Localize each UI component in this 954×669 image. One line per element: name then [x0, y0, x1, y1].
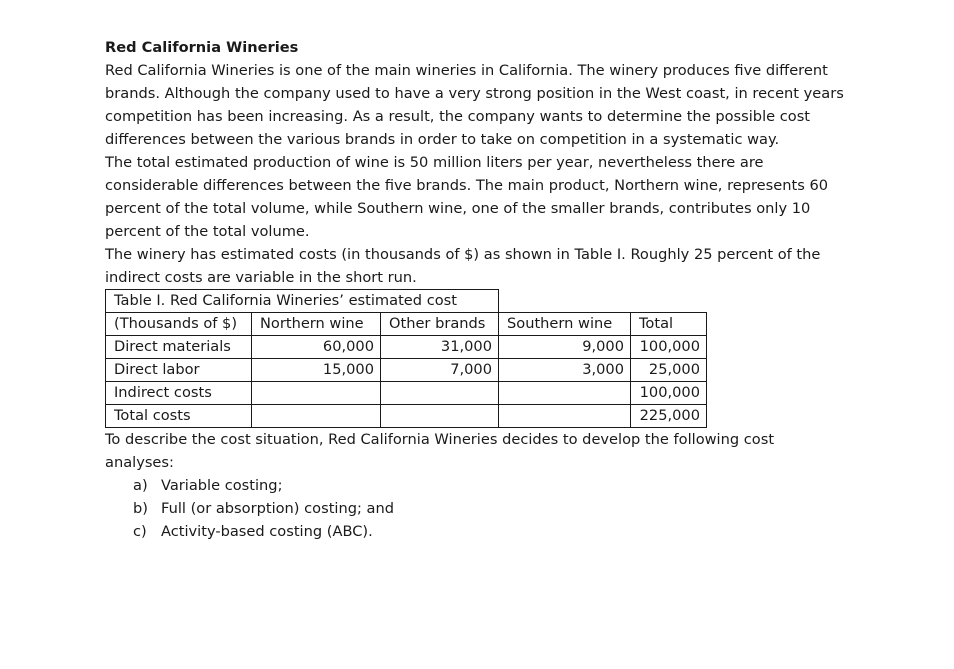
table-row [106, 336, 707, 359]
table-cell: 15,000 [252, 359, 381, 382]
document-title: Red California Wineries [105, 39, 299, 56]
analysis-list [105, 474, 845, 543]
table-cell [381, 382, 499, 405]
document [105, 36, 845, 543]
table-cell: 100,000 [631, 336, 707, 359]
table-cell: 7,000 [381, 359, 499, 382]
list-item [133, 520, 845, 543]
table-header-cell: Southern wine [499, 313, 631, 336]
list-marker: a) [133, 477, 148, 494]
table-row [106, 382, 707, 405]
table-header-cell: Northern wine [252, 313, 381, 336]
table-cell [381, 405, 499, 428]
row-label: Direct materials [106, 336, 252, 359]
table-cell [499, 382, 631, 405]
paragraph-analyses: To describe the cost situation, Red California Wineries decides to develop the following cost analyses: [105, 431, 775, 471]
row-label: Total costs [106, 405, 252, 428]
cost-table [105, 289, 707, 428]
table-cell: 9,000 [499, 336, 631, 359]
table-row [106, 359, 707, 382]
list-text: Variable costing; [161, 477, 283, 494]
list-marker: c) [133, 523, 147, 540]
list-text: Full (or absorption) costing; and [161, 500, 395, 517]
table-cell: 3,000 [499, 359, 631, 382]
table-header-row [106, 313, 707, 336]
table-cell: 100,000 [631, 382, 707, 405]
list-text: Activity-based costing (ABC). [161, 523, 373, 540]
table-cell: 225,000 [631, 405, 707, 428]
table-caption: Table I. Red California Wineries’ estimated cost [106, 290, 499, 313]
row-label: Direct labor [106, 359, 252, 382]
table-header-cell: Total [631, 313, 707, 336]
table-cell [499, 405, 631, 428]
paragraph-costs: The winery has estimated costs (in thousands of $) as shown in Table I. Roughly 25 percent of the indirect costs are variable in the short run. [105, 246, 821, 286]
list-item [133, 474, 845, 497]
table-cell [252, 382, 381, 405]
table-caption-row [106, 290, 707, 313]
table-cell: 60,000 [252, 336, 381, 359]
row-label: Indirect costs [106, 382, 252, 405]
table-cell: 25,000 [631, 359, 707, 382]
list-item [133, 497, 845, 520]
table-cell: 31,000 [381, 336, 499, 359]
table-header-cell: (Thousands of $) [106, 313, 252, 336]
paragraph-production: The total estimated production of wine is 50 million liters per year, nevertheless there are considerable differences between the five brands. The main product, Northern wine, represents 60 percent of the total volume, while Southern wine, one of the smaller brands, contributes only 10 percent of the total volume. [105, 154, 829, 240]
table-header-cell: Other brands [381, 313, 499, 336]
table-cell [252, 405, 381, 428]
table-row [106, 405, 707, 428]
paragraph-intro: Red California Wineries is one of the main wineries in California. The winery produces five different brands. Although the company used to have a very strong position in the West coast, in recent years competition has been increasing. As a result, the company wants to determine the possible cost differences between the various brands in order to take on competition in a systematic way. [105, 62, 844, 148]
list-marker: b) [133, 500, 148, 517]
